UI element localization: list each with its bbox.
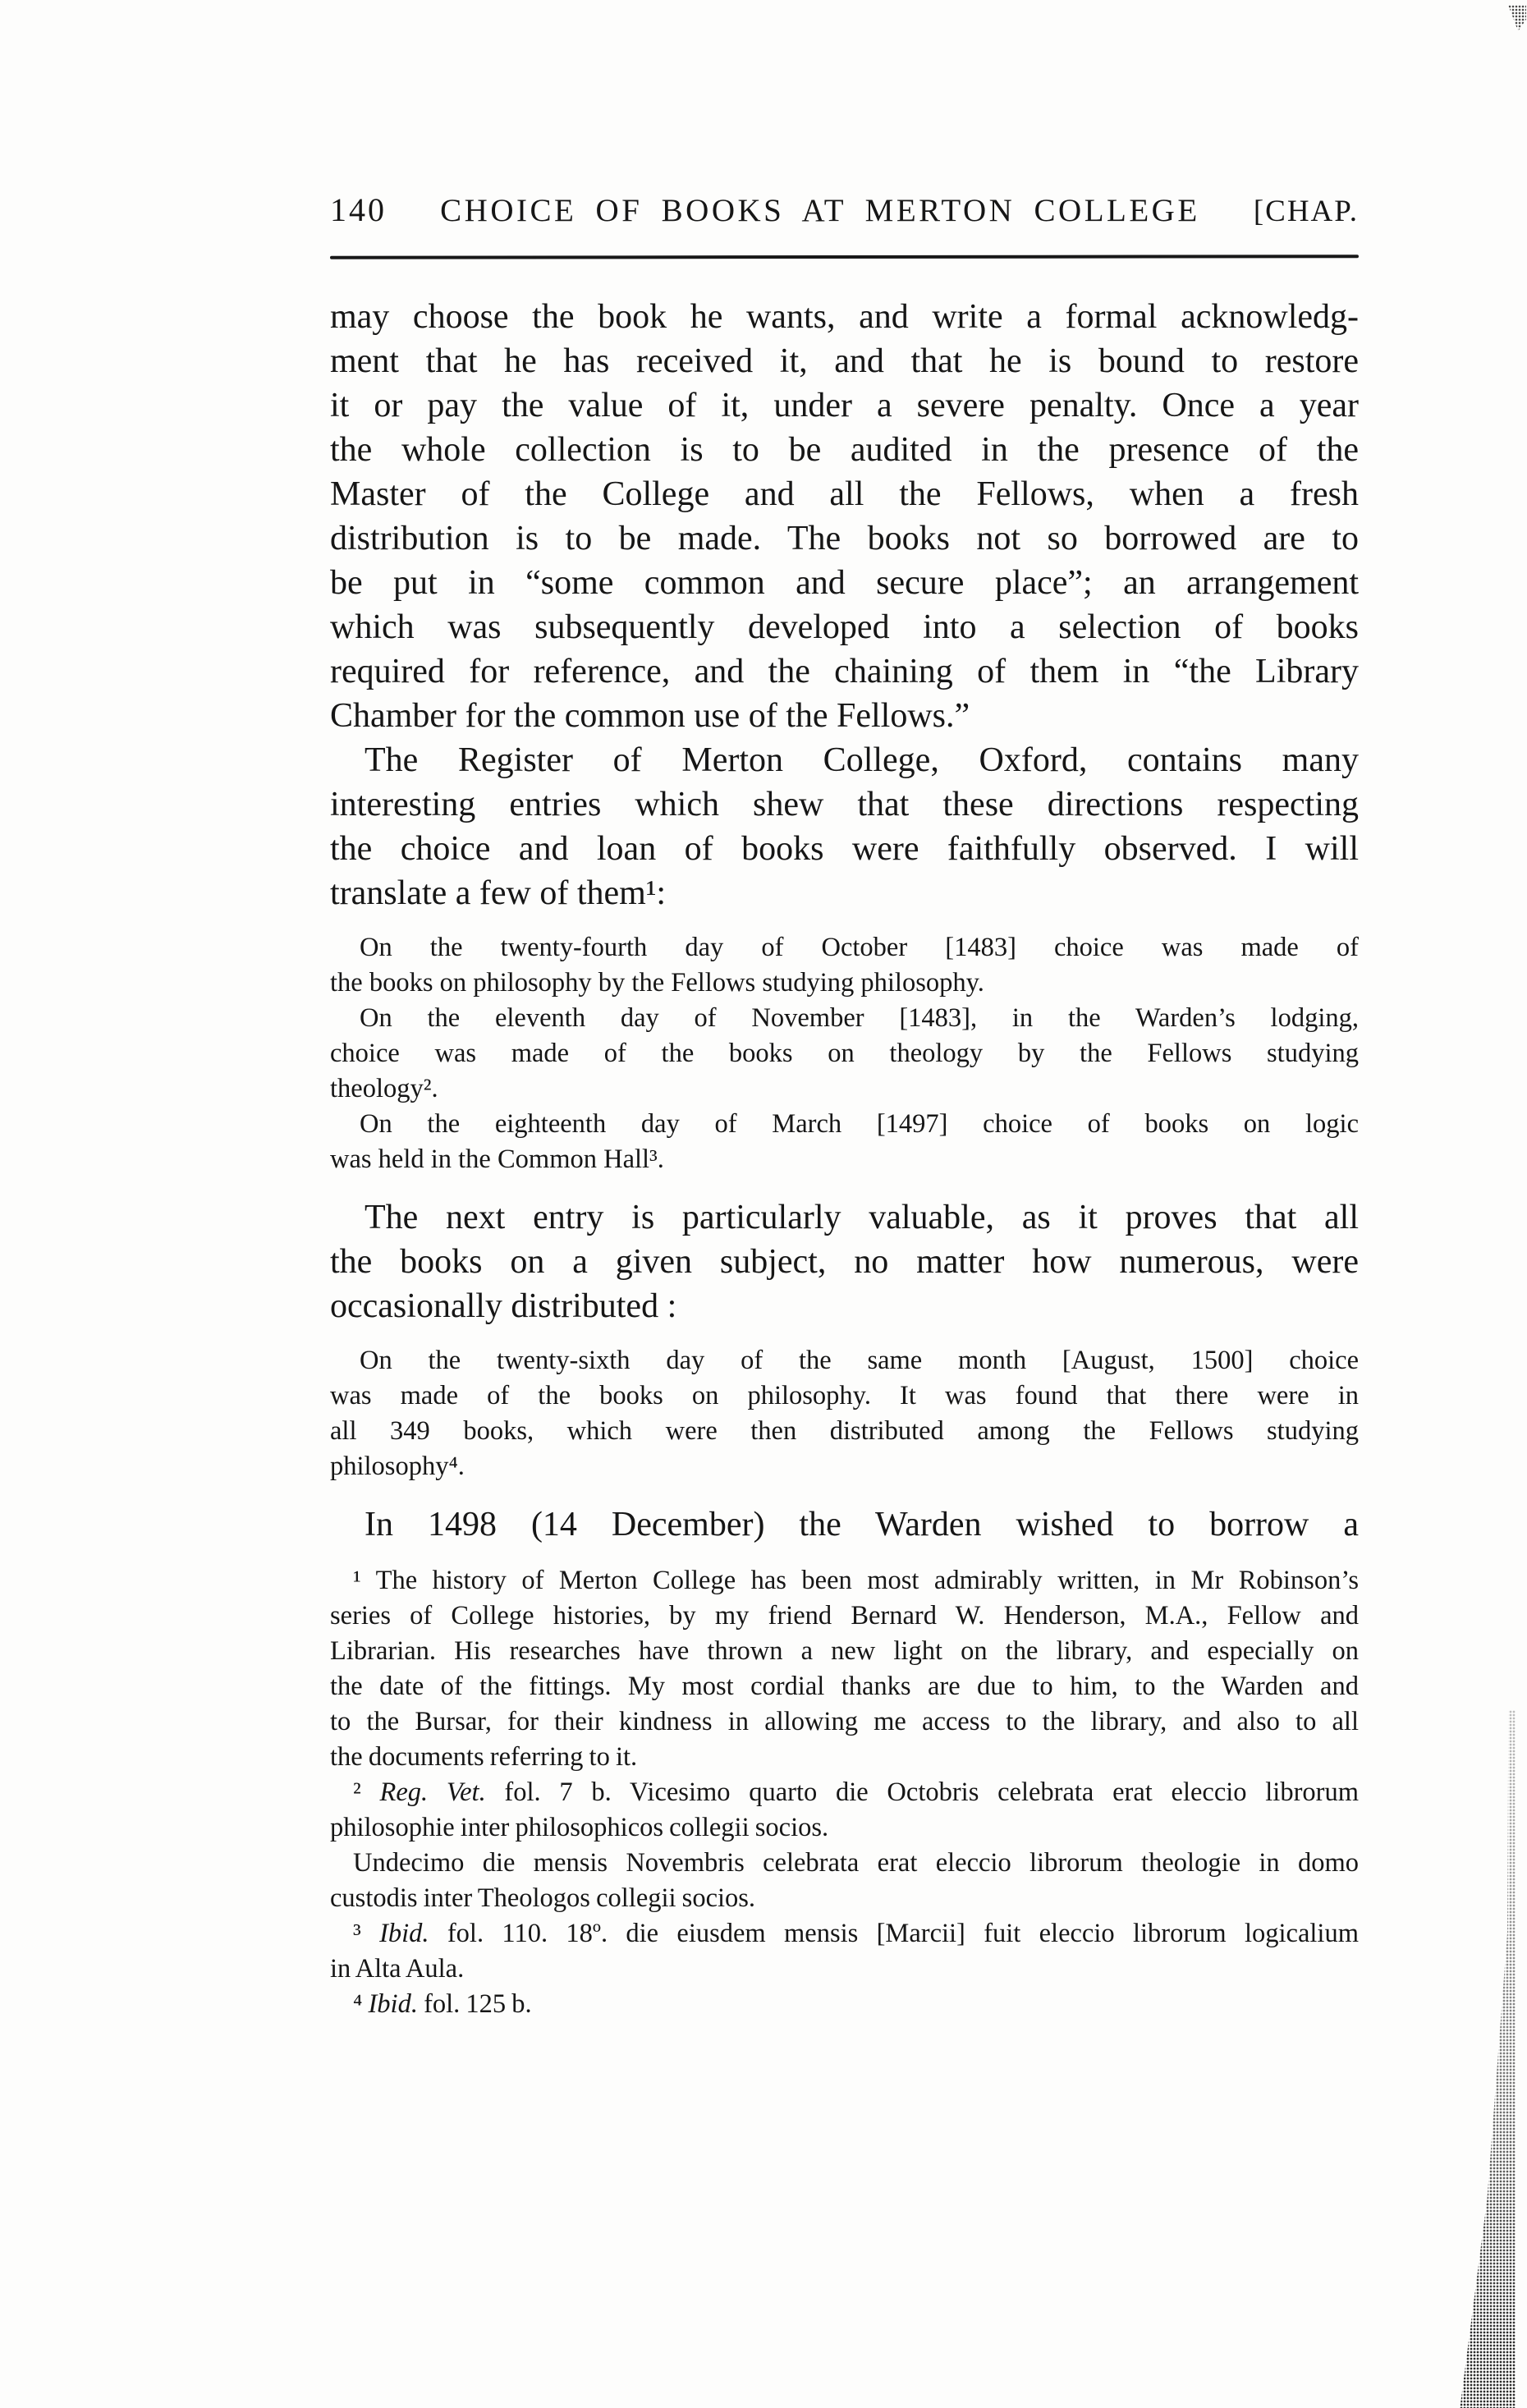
text-line: series of College histories, by my friend Bernard W. Henderson, M.A., Fellow and (330, 1601, 1359, 1631)
paragraph-continuation (330, 295, 1359, 738)
paragraph-next-entry (330, 1195, 1359, 1328)
footnote-2 (330, 1775, 1359, 1846)
scan-corner-smudge (1508, 5, 1526, 31)
text-line: In 1498 (14 December) the Warden wished to borrow a (365, 1506, 1359, 1543)
page-content (330, 191, 1359, 2022)
text-line: required for reference, and the chaining of them in “the Library (330, 653, 1359, 690)
text-line: philosophy⁴. (330, 1452, 465, 1481)
page-number: 140 (330, 191, 387, 228)
text-line: to the Bursar, for their kindness in allowing me access to the library, and also to all (330, 1707, 1359, 1736)
text-line: which was subsequently developed into a selection of books (330, 608, 1359, 646)
header-rule (330, 255, 1359, 259)
text-line: On the eighteenth day of March [1497] choice of books on logic (360, 1109, 1359, 1139)
paragraph-in-1498 (330, 1502, 1359, 1547)
text-line: the whole collection is to be audited in the presence of the (330, 431, 1359, 469)
text-line: ⁴ Ibid. fol. 125 b. (353, 1989, 532, 2019)
quote-entry-august-1500 (330, 1343, 1359, 1484)
text-line: interesting entries which shew that these directions respecting (330, 786, 1359, 823)
text-line: was held in the Common Hall³. (330, 1144, 664, 1174)
text-line: may choose the book he wants, and write a formal acknowledg- (330, 298, 1359, 336)
text-line: ment that he has received it, and that he is bound to restore (330, 342, 1359, 380)
text-line: theology². (330, 1074, 438, 1103)
text-line: Librarian. His researches have thrown a new light on the library, and especially on (330, 1636, 1359, 1666)
text-line: ¹ The history of Merton College has been most admirably written, in Mr Robinson’s (353, 1566, 1359, 1595)
text-line: it or pay the value of it, under a severe penalty. Once a year (330, 387, 1359, 424)
text-line: the books on philosophy by the Fellows studying philosophy. (330, 968, 984, 998)
text-line: all 349 books, which were then distributed among the Fellows studying (330, 1416, 1359, 1446)
text-line: translate a few of them¹: (330, 874, 667, 912)
quote-entry-october-1483 (330, 930, 1359, 1001)
block-quote-1 (330, 930, 1359, 1177)
text-line: occasionally distributed : (330, 1287, 677, 1325)
text-line: On the eleventh day of November [1483], in the Warden’s lodging, (360, 1003, 1359, 1033)
paragraph-register (330, 738, 1359, 915)
text-line: custodis inter Theologos collegii socios. (330, 1883, 756, 1913)
text-line: the books on a given subject, no matter how numerous, were (330, 1243, 1359, 1281)
text-line: in Alta Aula. (330, 1954, 465, 1984)
text-line: On the twenty-sixth day of the same month [August, 1500] choice (360, 1346, 1359, 1375)
text-line: Chamber for the common use of the Fellows.” (330, 697, 970, 735)
text-line: ³ Ibid. fol. 110. 18º. die eiusdem mensis [Marcii] fuit eleccio librorum logicalium (353, 1919, 1359, 1948)
text-line: was made of the books on philosophy. It was found that there were in (330, 1381, 1359, 1410)
text-line: the date of the fittings. My most cordial thanks are due to him, to the Warden and (330, 1672, 1359, 1701)
quote-entry-march-1497 (330, 1107, 1359, 1177)
chapter-label: [CHAP. (1253, 195, 1359, 228)
quote-entry-november-1483 (330, 1001, 1359, 1107)
running-header (330, 191, 1359, 231)
scan-page-edge-shadow (1456, 1710, 1516, 2408)
text-line: ² Reg. Vet. fol. 7 b. Vicesimo quarto die Octobris celebrata erat eleccio librorum (353, 1777, 1359, 1807)
footnote-3 (330, 1916, 1359, 1987)
text-line: choice was made of the books on theology by the Fellows studying (330, 1039, 1359, 1068)
block-quote-2 (330, 1343, 1359, 1484)
footnote-1 (330, 1563, 1359, 1775)
text-line: On the twenty-fourth day of October [1483] choice was made of (360, 933, 1359, 962)
text-line: be put in “some common and secure place”; an arrangement (330, 564, 1359, 602)
running-title: CHOICE OF BOOKS AT MERTON COLLEGE (440, 193, 1200, 228)
text-line: The next entry is particularly valuable, as it proves that all (365, 1199, 1359, 1236)
footnote-4 (330, 1987, 1359, 2022)
footnote-section (330, 1563, 1359, 2022)
text-line: the documents referring to it. (330, 1742, 638, 1772)
text-line: distribution is to be made. The books not so borrowed are to (330, 520, 1359, 557)
text-line: the choice and loan of books were faithfully observed. I will (330, 830, 1359, 868)
text-line: Master of the College and all the Fellows, when a fresh (330, 475, 1359, 513)
text-line: philosophie inter philosophicos collegii socios. (330, 1813, 829, 1842)
text-line: Undecimo die mensis Novembris celebrata erat eleccio librorum theologie in domo (353, 1848, 1359, 1878)
footnote-2-continued (330, 1846, 1359, 1916)
text-line: The Register of Merton College, Oxford, contains many (365, 741, 1359, 779)
